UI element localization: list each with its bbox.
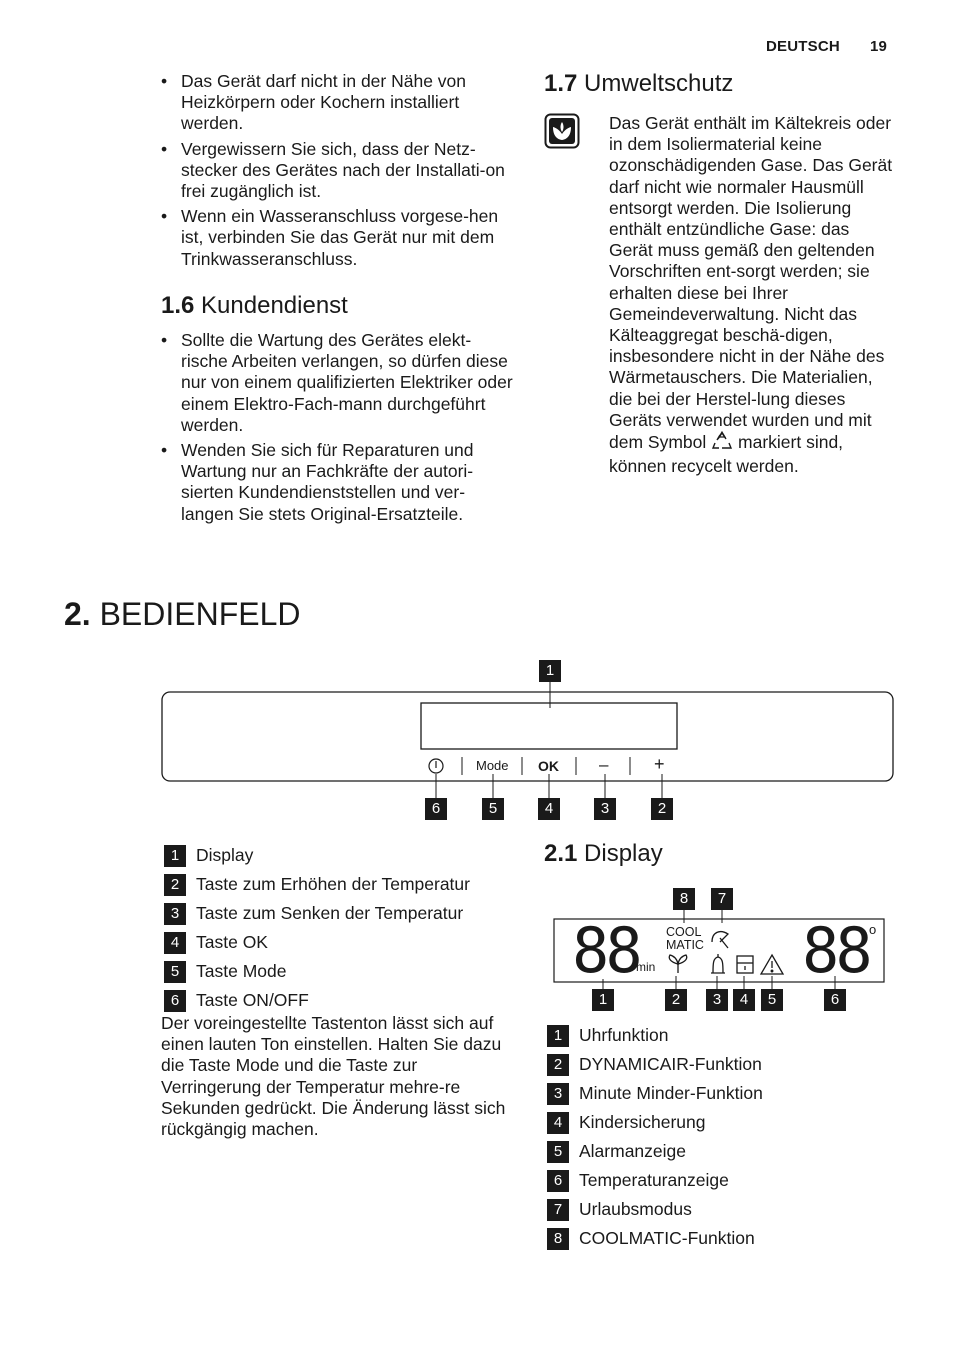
intro-bullet: • Wenn ein Wasseranschluss vorgese-hen ist, verbinden Sie das Gerät nur mit dem Trinkwasseranschluss.	[161, 206, 516, 270]
legend-item: 6 Temperaturanzeige	[547, 1166, 907, 1195]
cool-label: COOL	[666, 925, 702, 939]
legend-item: 5 Alarmanzeige	[547, 1137, 907, 1166]
display-callout-8: 8	[673, 888, 695, 910]
section-1-6-heading: 1.6 Kundendienst	[161, 291, 348, 319]
page-number: 19	[870, 38, 888, 55]
legend-item: 6 Taste ON/OFF	[164, 986, 524, 1015]
section-1-7-heading: 1.7 Umweltschutz	[544, 70, 734, 97]
recycle-icon	[711, 431, 733, 456]
service-bullet: • Wenden Sie sich für Reparaturen und Wartung nur an Fachkräfte der autori-sierten Kundendienststellen und ver-langen Sie stets Original-Ersatzteile.	[161, 440, 516, 525]
degree-symbol: o	[869, 922, 877, 937]
service-bullet-list	[161, 330, 516, 525]
intro-bullet: • Das Gerät darf nicht in der Nähe von Heizkörpern oder Kochern installiert werden.	[161, 71, 516, 135]
chapter-2-heading: 2. BEDIENFELD	[64, 596, 301, 632]
header-language: DEUTSCH	[766, 38, 840, 55]
panel-legend	[164, 841, 524, 1015]
section-2-1-heading: 2.1 Display	[544, 840, 663, 867]
service-bullet: • Sollte die Wartung des Gerätes elekt-rische Arbeiten verlangen, so dürfen diese nur von einem qualifizierten Elektriker oder einem Elektro-Fach-mann durchgeführt werden.	[161, 330, 516, 436]
legend-item: 1 Display	[164, 841, 524, 870]
legend-item: 7 Urlaubsmodus	[547, 1195, 907, 1224]
display-callout-7: 7	[711, 888, 733, 910]
legend-item: 3 Minute Minder-Funktion	[547, 1079, 907, 1108]
display-callout-2: 2	[665, 989, 687, 1011]
left-column	[161, 71, 516, 529]
panel-callout-4: 4	[538, 798, 560, 820]
display-legend	[547, 1021, 907, 1253]
temperature-digits: 88	[802, 914, 869, 987]
display-callout-3: 3	[706, 989, 728, 1011]
minus-button[interactable]: –	[599, 755, 609, 774]
panel-callout-1: 1	[539, 660, 561, 682]
display-callout-6: 6	[824, 989, 846, 1011]
matic-label: MATIC	[666, 938, 704, 952]
display-diagram	[552, 886, 888, 1014]
panel-callout-3: 3	[594, 798, 616, 820]
key-tone-note: Der voreingestellte Tastenton lässt sich auf einen lauten Ton einstellen. Halten Sie dazu die Taste Mode und die Taste zur Verringerung der Temperatur mehre-re Sekunden gedrückt. Die Änderung lässt sich rückgängig machen.	[161, 1013, 506, 1140]
display-callout-4: 4	[733, 989, 755, 1011]
environment-icon	[544, 113, 580, 149]
legend-item: 2 Taste zum Erhöhen der Temperatur	[164, 870, 524, 899]
legend-item: 3 Taste zum Senken der Temperatur	[164, 899, 524, 928]
panel-callout-2: 2	[651, 798, 673, 820]
intro-bullet-list	[161, 71, 516, 270]
mode-button[interactable]: Mode	[476, 758, 509, 773]
legend-item: 1 Uhrfunktion	[547, 1021, 907, 1050]
legend-item: 4 Taste OK	[164, 928, 524, 957]
min-label: min	[636, 960, 656, 974]
plus-button[interactable]: +	[654, 754, 665, 774]
panel-callout-5: 5	[482, 798, 504, 820]
clock-digits: 88	[572, 914, 639, 987]
ok-button[interactable]: OK	[538, 758, 559, 774]
legend-item: 2 DYNAMICAIR-Funktion	[547, 1050, 907, 1079]
display-callout-1: 1	[592, 989, 614, 1011]
legend-item: 8 COOLMATIC-Funktion	[547, 1224, 907, 1253]
legend-item: 4 Kindersicherung	[547, 1108, 907, 1137]
environment-text: Das Gerät enthält im Kältekreis oder in dem Isoliermaterial keine ozonschädigenden Gase. Das Gerät darf nicht wie normaler Hausmüll entsorgt werden. Die Isolierung enthält entzündliche Gase: das Gerät muss gemäß den geltenden Vorschriften ent-sorgt werden; sie erhalten diese bei Ihrer Gemeindeverwaltung. Nicht das Kälteaggregat beschä-digen, insbesondere nicht in der Nähe des Wärmetauschers. Die Materialien, die bei der Herstel-lung dieses Geräts verwendet wurden und mit dem Symbol markiert sind, können recycelt werden.	[609, 113, 893, 477]
legend-item: 5 Taste Mode	[164, 957, 524, 986]
control-panel-diagram	[160, 658, 896, 824]
panel-callout-6: 6	[425, 798, 447, 820]
onoff-button-icon[interactable]	[426, 756, 446, 776]
intro-bullet: • Vergewissern Sie sich, dass der Netz-stecker des Gerätes nach der Installati-on frei zugänglich ist.	[161, 139, 516, 203]
display-callout-5: 5	[761, 989, 783, 1011]
